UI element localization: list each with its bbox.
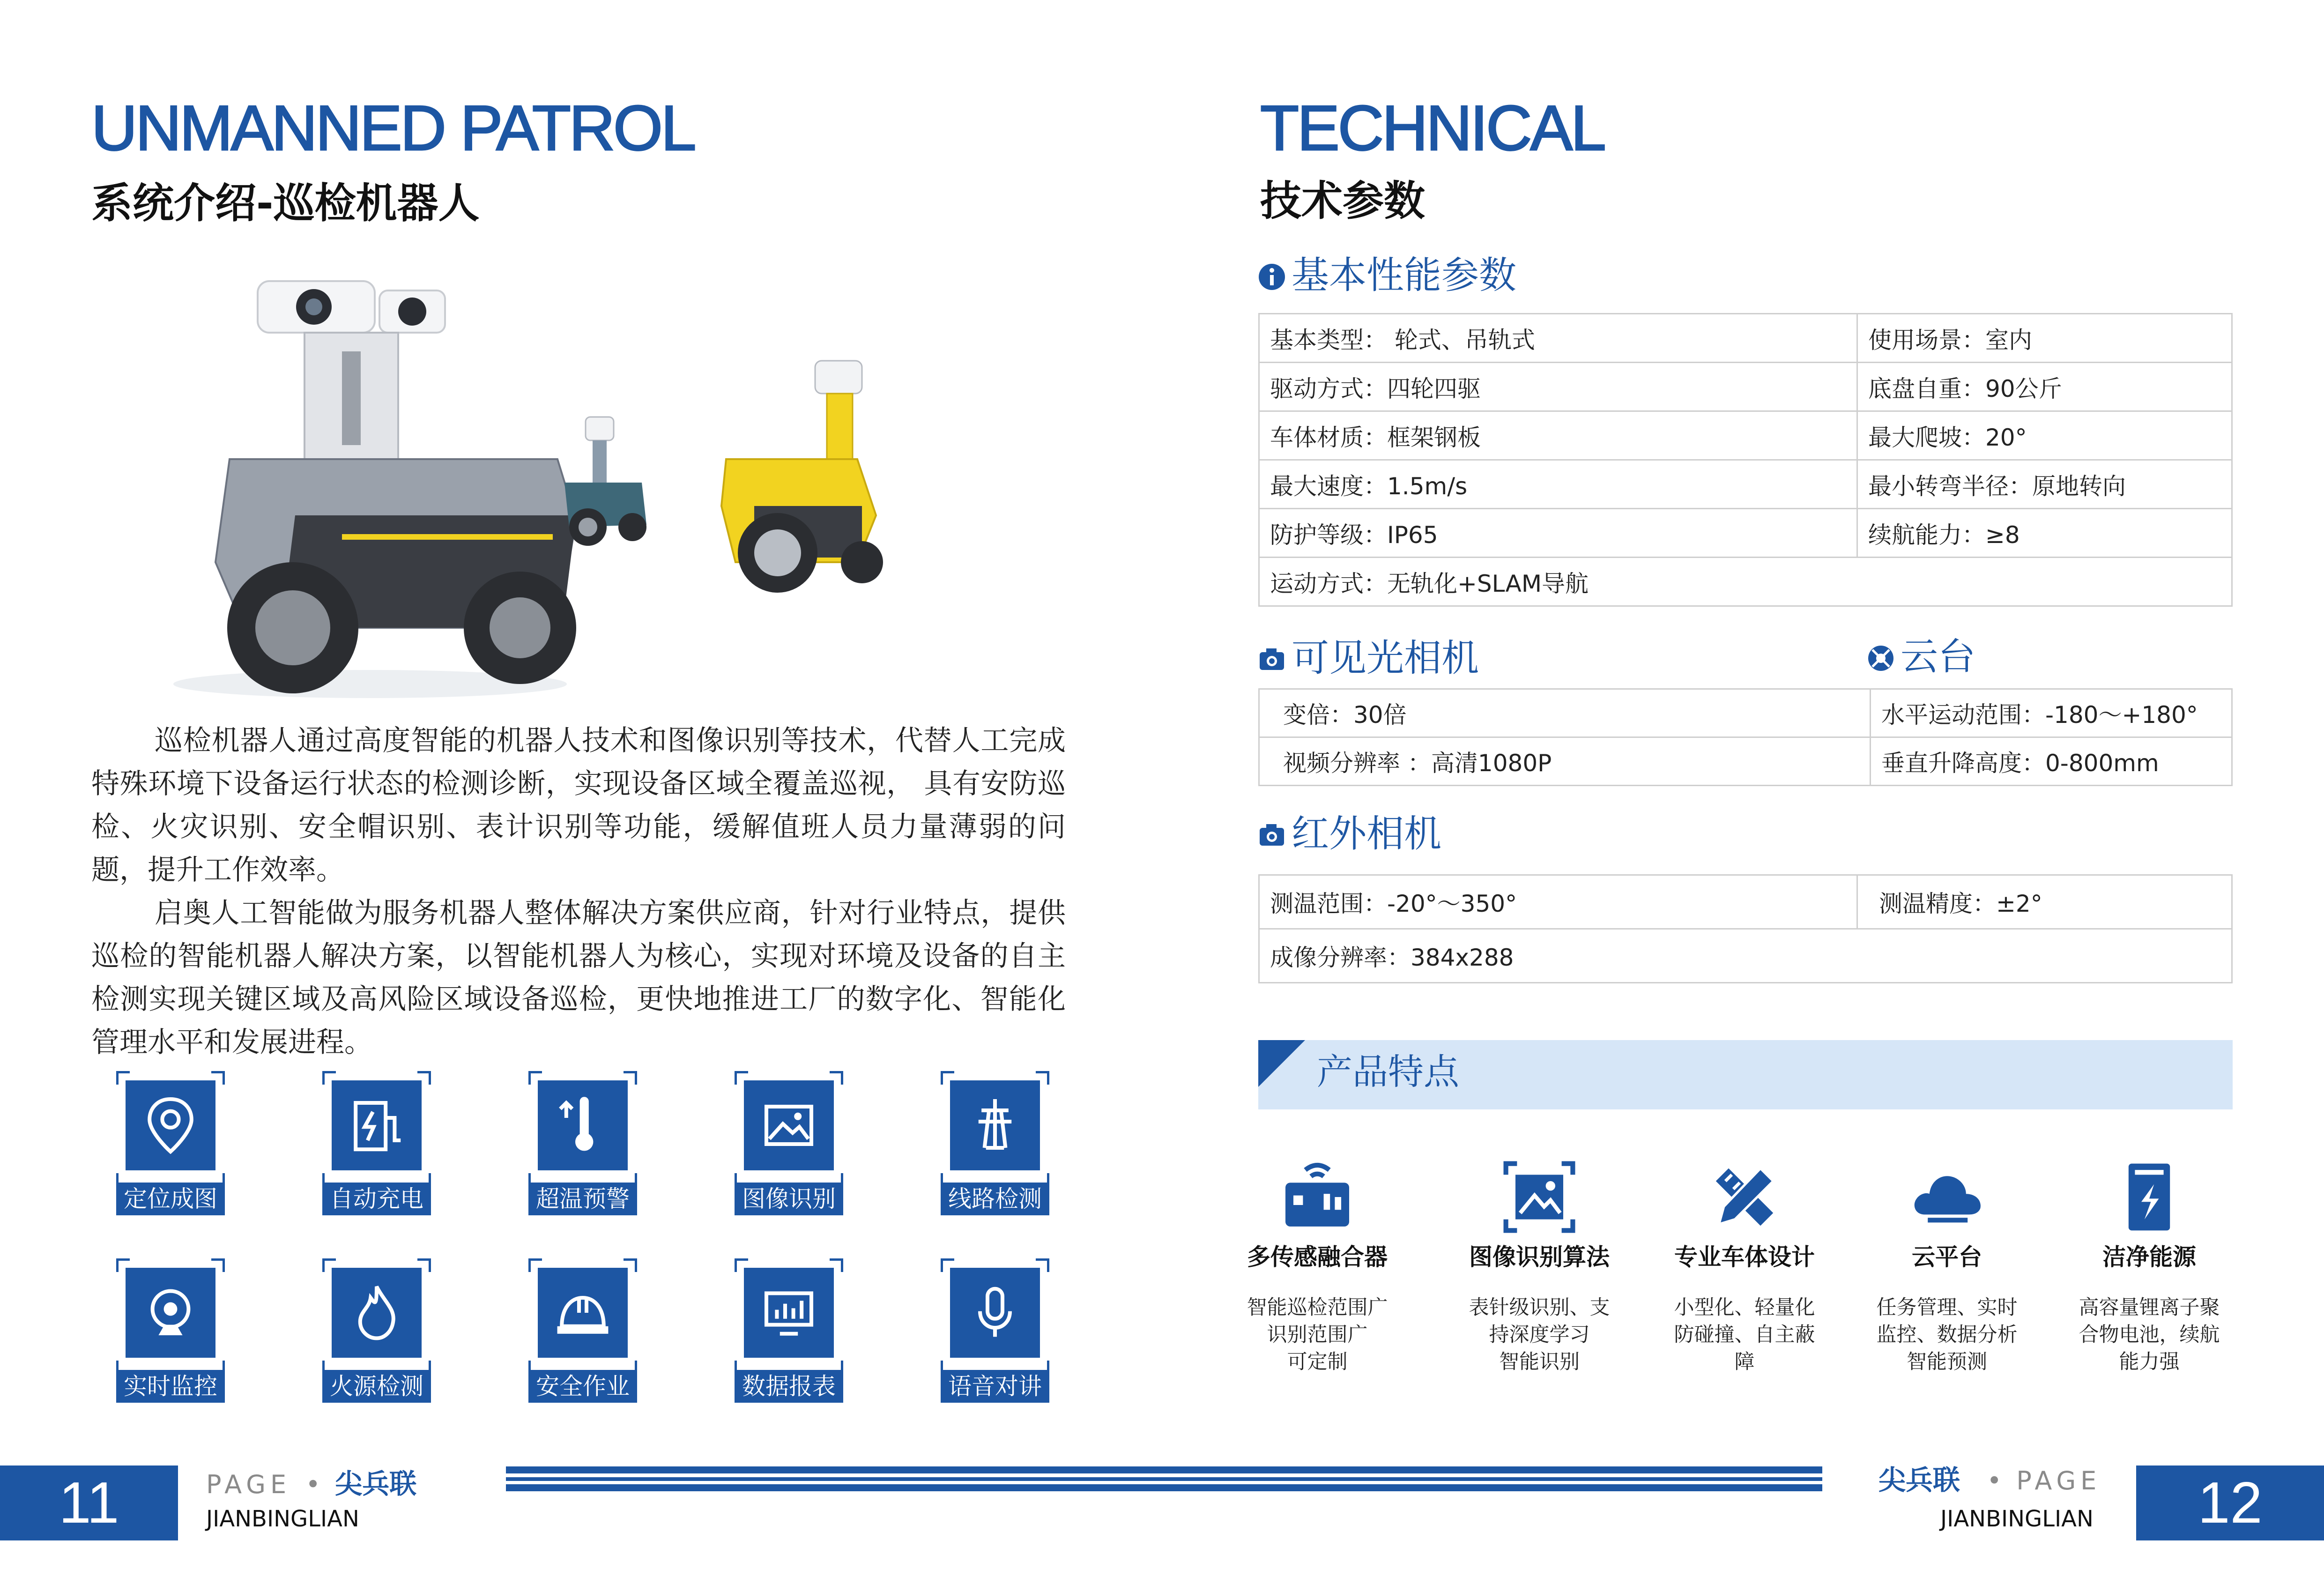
product-feature-item [1651, 1157, 1838, 1376]
footer-left-brand [206, 1468, 417, 1500]
image-icon [751, 1088, 826, 1163]
infrared-table [1258, 874, 2233, 983]
spec-cell: 底盘自重：90公斤 [1857, 363, 2232, 411]
cloud-icon [1907, 1157, 1987, 1237]
page-label: PAGE [2016, 1466, 2101, 1495]
brand-en-right: JIANBINGLIAN [1940, 1506, 2094, 1532]
basic-params-table [1258, 313, 2233, 607]
left-title-en: UNMANNED PATROL [91, 92, 695, 164]
intro-paragraph-1: 巡检机器人通过高度智能的机器人技术和图像识别等技术，代替人工完成特殊环境下设备运行状态的检测诊断，实现设备区域全覆盖巡视， 具有安防巡检、火灾识别、安全帽识别、表计识别等功能，缓解值班人员力量薄弱的问题，提升工作效率。 [91, 724, 1066, 886]
spec-cell: 最大速度：1.5m/s [1259, 460, 1857, 509]
spec-cell: 水平运动范围：-180～+180° [1871, 689, 2232, 737]
brand-en-left: JIANBINGLIAN [206, 1506, 359, 1532]
ptz-heading: 云台 [1867, 638, 1975, 676]
feature-data-report [735, 1258, 843, 1400]
footer-right-brand [1879, 1466, 2101, 1494]
product-feature-item [1853, 1157, 2041, 1376]
feature-label: 语音对讲 [941, 1370, 1049, 1403]
feature-thermometer [528, 1071, 637, 1213]
feature-title: 云平台 [1912, 1243, 1982, 1271]
feature-label: 超温预警 [528, 1183, 637, 1215]
feature-location [116, 1071, 225, 1213]
spec-cell: 基本类型： 轮式、吊轨式 [1259, 314, 1857, 363]
sensor-radio-icon [1277, 1157, 1357, 1237]
image-scan-icon [1500, 1157, 1579, 1237]
feature-webcam [116, 1258, 225, 1400]
product-features-banner [1258, 1040, 2233, 1109]
hardhat-icon [545, 1275, 620, 1350]
footer-dot: • [305, 1470, 321, 1499]
page-label: PAGE [206, 1470, 291, 1499]
feature-flame [322, 1258, 431, 1400]
spec-cell: 使用场景：室内 [1857, 314, 2232, 363]
spec-cell: 最大爬坡：20° [1857, 411, 2232, 460]
feature-label: 数据报表 [735, 1370, 843, 1403]
feature-title: 专业车体设计 [1674, 1243, 1815, 1271]
spec-cell: 运动方式：无轨化+SLAM导航 [1259, 558, 2232, 606]
footer-divider [506, 1466, 1822, 1490]
camera-heading: 可见光相机 [1258, 640, 1479, 677]
infrared-heading: 红外相机 [1258, 815, 1441, 853]
product-feature-item [2056, 1157, 2243, 1376]
feature-title: 图像识别算法 [1469, 1243, 1610, 1271]
product-feature-item [1224, 1157, 1411, 1376]
flame-icon [339, 1275, 414, 1350]
spec-cell: 驱动方式：四轮四驱 [1259, 363, 1857, 411]
microphone-icon [958, 1275, 1032, 1350]
robot-illustration [173, 272, 979, 712]
banner-corner [1258, 1040, 1314, 1109]
spec-cell: 垂直升降高度：0-800mm [1871, 737, 2232, 786]
feature-desc: 表针级识别、支 持深度学习 智能识别 [1469, 1296, 1610, 1374]
product-features-heading: 产品特点 [1317, 1051, 1459, 1093]
feature-label: 图像识别 [735, 1183, 843, 1215]
info-icon [1258, 263, 1286, 291]
product-feature-item [1446, 1157, 1633, 1376]
left-title-cn: 系统介绍-巡检机器人 [91, 179, 480, 227]
monitor-chart-icon [751, 1275, 826, 1350]
right-title-en: TECHNICAL [1260, 92, 1604, 164]
power-tower-icon [958, 1088, 1032, 1163]
page-number-right: 12 [2136, 1465, 2324, 1540]
spec-cell: 变倍：30倍 [1259, 689, 1871, 737]
brand-cn: 尖兵联 [1879, 1464, 1960, 1496]
spec-cell: 测温范围：-20°～350° [1259, 875, 1857, 929]
feature-desc: 任务管理、实时 监控、数据分析 智能预测 [1876, 1296, 2018, 1374]
feature-title: 多传感融合器 [1247, 1243, 1388, 1271]
right-title-cn: 技术参数 [1260, 177, 1426, 225]
feature-power-tower [941, 1071, 1049, 1213]
feature-label: 实时监控 [116, 1370, 225, 1403]
infrared-camera-icon [1258, 821, 1286, 849]
intro-paragraph-2: 启奥人工智能做为服务机器人整体解决方案供应商，针对行业特点，提供巡检的智能机器人解决方案，以智能机器人为核心，实现对环境及设备的自主检测实现关键区域及高风险区域设备巡检，更快地推进工厂的数字化、智能化管理水平和发展进程。 [91, 897, 1066, 1059]
spec-cell: 测温精度：±2° [1857, 875, 2232, 929]
spec-cell: 续航能力：≥8 [1857, 509, 2232, 558]
feature-label: 安全作业 [528, 1370, 637, 1403]
feature-charging [322, 1071, 431, 1213]
camera-ptz-table [1258, 688, 2233, 786]
feature-label: 火源检测 [322, 1370, 431, 1403]
feature-desc: 高容量锂离子聚 合物电池，续航 能力强 [2079, 1296, 2220, 1374]
feature-desc: 小型化、轻量化 防碰撞、自主蔽 障 [1674, 1296, 1815, 1374]
spec-cell: 防护等级：IP65 [1259, 509, 1857, 558]
feature-voice [941, 1258, 1049, 1400]
webcam-icon [133, 1275, 208, 1350]
brand-cn: 尖兵联 [335, 1468, 417, 1500]
feature-desc: 智能巡检范围广 识别范围广 可定制 [1247, 1296, 1388, 1374]
feature-label: 自动充电 [322, 1183, 431, 1215]
basic-params-heading: 基本性能参数 [1258, 257, 1516, 294]
camera-icon [1258, 646, 1286, 674]
ptz-icon [1867, 644, 1895, 672]
feature-title: 洁净能源 [2102, 1243, 2196, 1271]
thermometer-icon [545, 1088, 620, 1163]
spec-cell: 视频分辨率 ：高清1080P [1259, 737, 1871, 786]
battery-icon [2109, 1157, 2189, 1237]
spec-cell: 成像分辨率：384x288 [1259, 929, 2232, 983]
spec-cell: 车体材质：框架钢板 [1259, 411, 1857, 460]
intro-text [91, 719, 1066, 1064]
footer-dot: • [1987, 1466, 2002, 1495]
feature-label: 线路检测 [941, 1183, 1049, 1215]
location-icon [133, 1088, 208, 1163]
feature-image [735, 1071, 843, 1213]
page-number-left: 11 [0, 1465, 178, 1540]
ruler-pencil-icon [1705, 1157, 1784, 1237]
spec-cell: 最小转弯半径：原地转向 [1857, 460, 2232, 509]
feature-hardhat [528, 1258, 637, 1400]
charging-icon [339, 1088, 414, 1163]
feature-label: 定位成图 [116, 1183, 225, 1215]
